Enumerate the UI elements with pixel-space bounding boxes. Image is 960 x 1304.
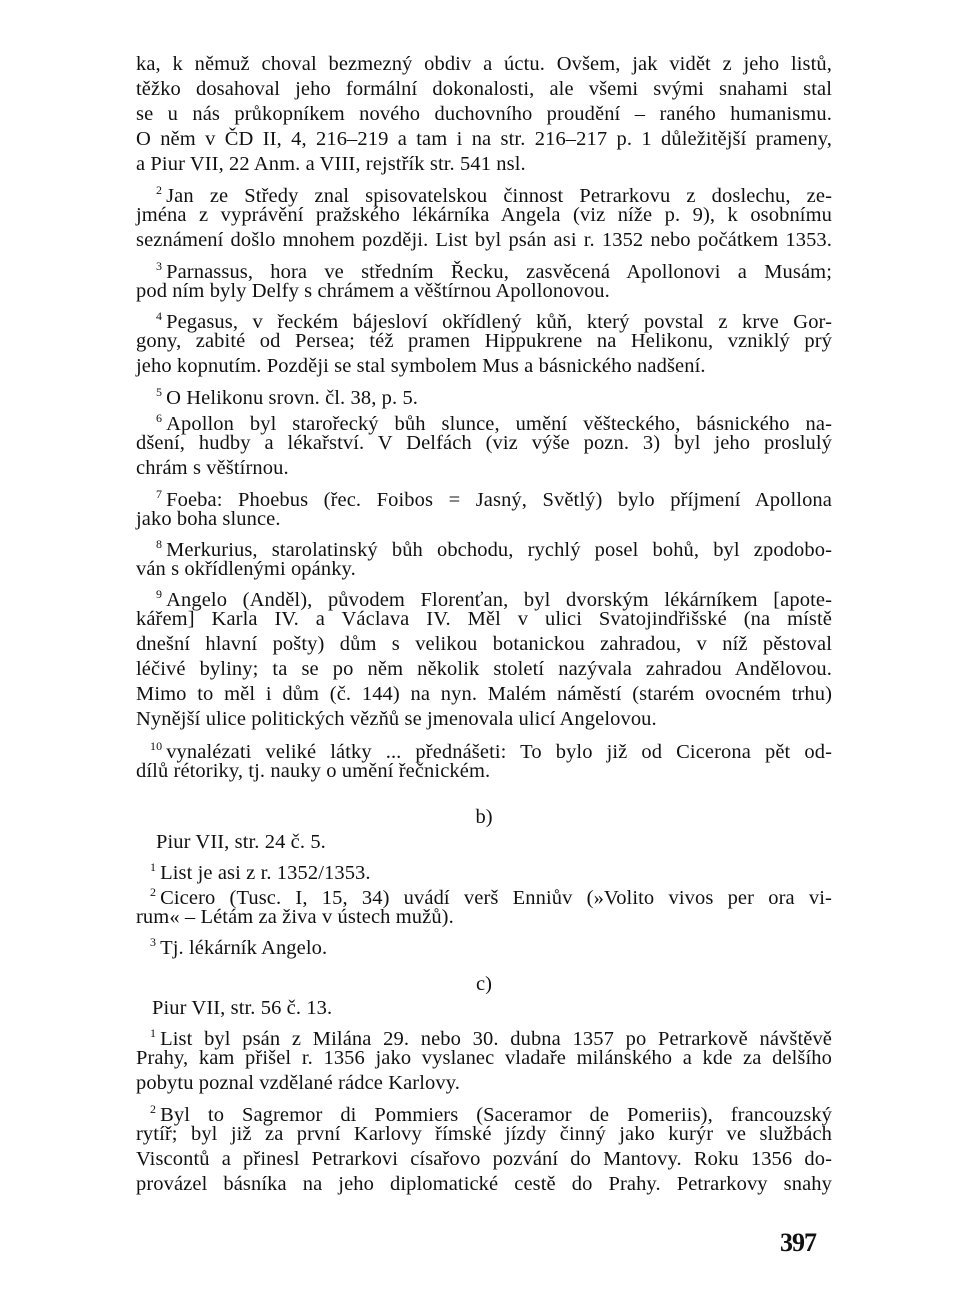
footnote-line: Nynější ulice politických vězňů se jmenovala ulicí Angelovou. bbox=[136, 708, 657, 730]
footnote-line: $^5$ O Helikonu srovn. čl. 38, p. 5. bbox=[156, 385, 419, 409]
section-heading: b) bbox=[475, 806, 493, 828]
footnote-line: rum« – Létám za živa v ústech mužů). bbox=[136, 906, 454, 928]
footnote-line: Prahy, kam přišel r. 1356 jako vyslanec vladaře milánského a kde za delšího bbox=[136, 1047, 832, 1069]
footnote-number: 2 bbox=[150, 1102, 157, 1116]
footnote-number: 2 bbox=[150, 885, 157, 899]
text-line: a Piur VII, 22 Anm. a VIII, rejstřík str. 541 nsl. bbox=[136, 153, 526, 175]
footnote-line: gony, zabité od Persea; též pramen Hippukrene na Helikonu, vzniklý prý bbox=[136, 330, 832, 352]
footnote-line: dšení, hudby a lékařství. V Delfách (viz výše pozn. 3) byl jeho proslulý bbox=[136, 432, 832, 454]
footnote-line: jména z vyprávění pražského lékárníka Angela (viz níže p. 9), k osobnímu bbox=[136, 204, 832, 226]
footnote-line: pobytu poznal vzdělané rádce Karlovy. bbox=[136, 1072, 460, 1094]
footnote-line: $^9$ Angelo (Anděl), původem Florenťan, byl dvorským lékárníkem [apote- bbox=[156, 587, 832, 611]
footnote-line: $^3$ Tj. lékárník Angelo. bbox=[150, 935, 328, 959]
footnote-line: Viscontů a přinesl Petrarkovi císařovo pozvání do Mantovy. Roku 1356 do- bbox=[136, 1148, 832, 1170]
footnote-line: rytíř; byl již za první Karlovy římské jízdy činný jako kurýr ve službách bbox=[136, 1123, 832, 1145]
footnote-number: 1 bbox=[150, 1026, 157, 1040]
page-number: 397 bbox=[780, 1228, 816, 1257]
footnote-line: $^8$ Merkurius, starolatinský bůh obchodu, rychlý posel bohů, byl zpodobo- bbox=[156, 537, 832, 561]
text-line: O něm v ČD II, 4, 216–219 a tam i na str. 216–217 p. 1 důležitější prameny, bbox=[136, 128, 832, 150]
footnote-line: $^7$ Foeba: Phoebus (řec. Foibos = Jasný, Světlý) bylo příjmení Apollona bbox=[156, 487, 832, 511]
source-reference: Piur VII, str. 56 č. 13. bbox=[152, 997, 333, 1019]
footnote-number: 2 bbox=[156, 183, 163, 197]
footnote-line: chrám s věštírnou. bbox=[136, 457, 289, 479]
footnote-line: provázel básníka na jeho diplomatické cestě do Prahy. Petrarkovy snahy bbox=[136, 1173, 832, 1195]
footnote-line: jeho kopnutím. Později se stal symbolem Mus a básnického nadšení. bbox=[136, 355, 706, 377]
footnote-line: $^1$ List byl psán z Milána 29. nebo 30. dubna 1357 po Petrarkově návštěvě bbox=[150, 1026, 832, 1050]
footnote-line: $^{10}$ vynalézati veliké látky ... přednášeti: To bylo již od Cicerona pět od- bbox=[150, 739, 832, 763]
footnote-number: 1 bbox=[150, 860, 157, 874]
footnote-line: $^2$ Cicero (Tusc. I, 15, 34) uvádí verš Enniův (»Volito vivos per ora vi- bbox=[150, 885, 832, 909]
footnote-line: $^2$ Jan ze Středy znal spisovatelskou činnost Petrarkovu z doslechu, ze- bbox=[156, 183, 832, 207]
footnote-number: 4 bbox=[156, 309, 163, 323]
footnote-line: léčivé byliny; ta se po něm několik století nazývala zahradou Andělovou. bbox=[136, 658, 832, 680]
section-heading: c) bbox=[476, 973, 492, 995]
text-line: ka, k němuž choval bezmezný obdiv a úctu. Ovšem, jak vidět z jeho listů, bbox=[136, 53, 832, 75]
footnote-number: 5 bbox=[156, 385, 163, 399]
footnote-line: pod ním byly Delfy s chrámem a věštírnou Apollonovou. bbox=[136, 280, 610, 302]
footnote-number: 10 bbox=[150, 739, 163, 753]
footnote-line: dnešní hlavní pošty) dům s velikou botanickou zahradou, v níž pěstoval bbox=[136, 633, 832, 655]
footnote-number: 7 bbox=[156, 487, 163, 501]
footnote-line: $^1$ List je asi z r. 1352/1353. bbox=[150, 860, 371, 884]
footnote-line: jako boha slunce. bbox=[136, 508, 281, 530]
footnote-line: $^4$ Pegasus, v řeckém bájesloví okřídlený kůň, který povstal z krve Gor- bbox=[156, 309, 832, 333]
footnote-line: seznámení došlo mnohem později. List byl psán asi r. 1352 nebo počátkem 1353. bbox=[136, 229, 832, 251]
footnote-line: $^6$ Apollon byl starořecký bůh slunce, umění věšteckého, básnického na- bbox=[156, 411, 832, 435]
footnote-number: 6 bbox=[156, 411, 163, 425]
text-line: těžko dosahoval jeho formální dokonalosti, ale všemi svými snahami stal bbox=[136, 78, 832, 100]
footnote-number: 9 bbox=[156, 587, 163, 601]
text-line: se u nás průkopníkem nového duchovního proudění – raného humanismu. bbox=[136, 103, 832, 125]
source-reference: Piur VII, str. 24 č. 5. bbox=[156, 831, 326, 853]
footnote-line: dílů rétoriky, tj. nauky o umění řečnickém. bbox=[136, 760, 491, 782]
footnote-line: $^2$ Byl to Sagremor di Pommiers (Saceramor de Pomeriis), francouzský bbox=[150, 1102, 832, 1126]
footnote-line: ván s okřídlenými opánky. bbox=[136, 558, 356, 580]
footnote-line: Mimo to měl i dům (č. 144) na nyn. Malém náměstí (starém ovocném trhu) bbox=[136, 683, 832, 705]
footnote-number: 3 bbox=[156, 259, 163, 273]
footnote-number: 8 bbox=[156, 537, 163, 551]
footnote-number: 3 bbox=[150, 935, 157, 949]
footnote-line: $^3$ Parnassus, hora ve středním Řecku, zasvěcená Apollonovi a Musám; bbox=[156, 259, 832, 283]
footnote-line: kářem] Karla IV. a Václava IV. Měl v ulici Svatojindřišské (na místě bbox=[136, 608, 832, 630]
